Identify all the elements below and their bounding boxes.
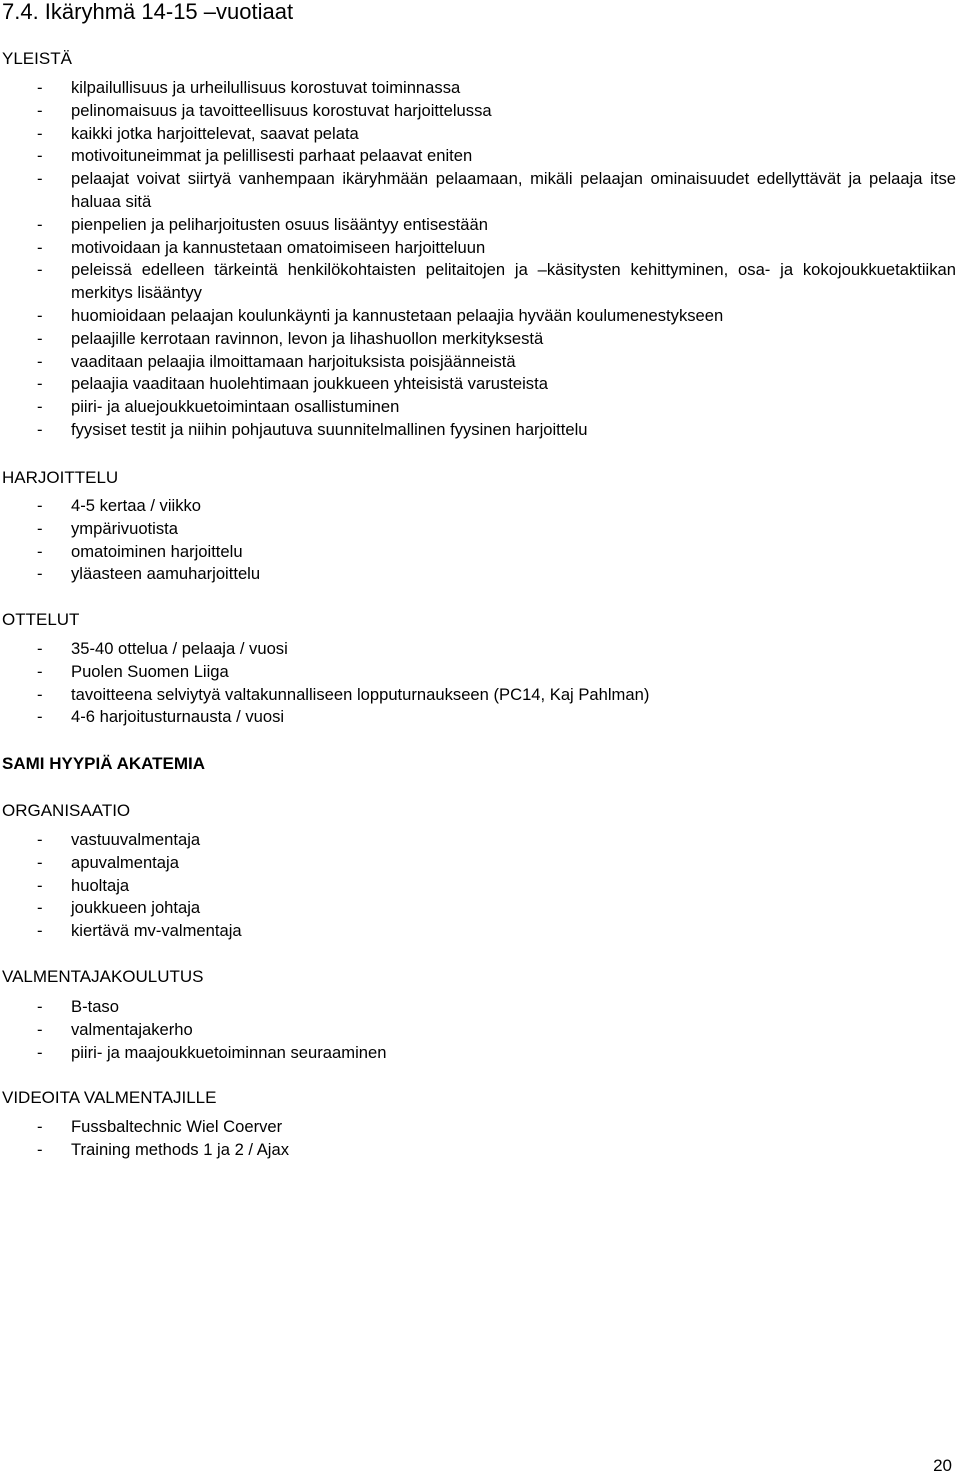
- list-item: [0, 373, 960, 396]
- dash-bullet: -: [37, 123, 43, 143]
- list-item-text: pelaajille kerrotaan ravinnon, levon ja lihashuollon merkityksestä: [71, 328, 544, 348]
- list-item-text: piiri- ja aluejoukkuetoimintaan osallistuminen: [71, 397, 400, 417]
- dash-bullet: -: [37, 351, 43, 371]
- list-item-text: kaikki jotka harjoittelevat, saavat pelata: [71, 123, 359, 143]
- section-heading-akatemia: SAMI HYYPIÄ AKATEMIA: [2, 754, 206, 773]
- list-item: [0, 996, 960, 1019]
- list-item-text: vaaditaan pelaajia ilmoittamaan harjoituksista poisjäänneistä: [71, 351, 516, 371]
- dash-bullet: -: [37, 875, 43, 895]
- section-heading-ottelut: OTTELUT: [2, 610, 80, 629]
- list-item: [0, 563, 960, 586]
- list-item-text: huoltaja: [71, 875, 130, 895]
- dash-bullet: -: [37, 1139, 43, 1159]
- section-heading-harjoittelu: HARJOITTELU: [2, 468, 119, 487]
- dash-bullet: -: [37, 419, 43, 439]
- list-item-text: Training methods 1 ja 2 / Ajax: [71, 1139, 289, 1159]
- list-item-text: 4-5 kertaa / viikko: [71, 496, 202, 515]
- list-item-text: pelinomaisuus ja tavoitteellisuus korostuvat harjoittelussa: [71, 100, 492, 120]
- yleista-list: [0, 77, 960, 442]
- list-item-text: tavoitteena selviytyä valtakunnalliseen lopputurnaukseen (PC14, Kaj Pahlman): [71, 684, 650, 704]
- dash-bullet: -: [37, 305, 43, 325]
- list-item: [0, 1116, 960, 1139]
- list-item-text: piiri- ja maajoukkuetoiminnan seuraaminen: [71, 1042, 387, 1062]
- dash-bullet: -: [37, 1019, 43, 1039]
- dash-bullet: -: [37, 921, 43, 941]
- list-item-text: Fussbaltechnic Wiel Coerver: [71, 1117, 283, 1136]
- list-item: [0, 875, 960, 898]
- list-item: [0, 706, 960, 729]
- list-item-text: 35-40 ottelua / pelaaja / vuosi: [71, 639, 288, 658]
- dash-bullet: -: [37, 496, 43, 515]
- list-item: [0, 897, 960, 920]
- dash-bullet: -: [37, 898, 43, 918]
- list-item-text: peleissä edelleen tärkeintä henkilökohtaisten pelitaitojen ja –käsitysten kehittyminen, osa- ja kokojoukkuetaktiikan merkitys lisääntyy: [71, 260, 956, 303]
- list-item: [0, 351, 960, 374]
- section-heading-yleista: YLEISTÄ: [2, 49, 72, 68]
- list-item: [0, 259, 956, 305]
- dash-bullet: -: [37, 639, 43, 658]
- list-item: [0, 328, 960, 351]
- ottelut-list: [0, 638, 960, 729]
- dash-bullet: -: [37, 260, 43, 280]
- list-item: [0, 1042, 960, 1065]
- list-item: [0, 541, 960, 564]
- page-title: 7.4. Ikäryhmä 14-15 –vuotiaat: [2, 0, 294, 24]
- dash-bullet: -: [37, 397, 43, 417]
- dash-bullet: -: [37, 374, 43, 394]
- list-item-text: pienpelien ja peliharjoitusten osuus lisääntyy entisestään: [71, 214, 488, 234]
- list-item-text: vastuuvalmentaja: [71, 830, 201, 849]
- list-item: [0, 1139, 960, 1162]
- dash-bullet: -: [37, 684, 43, 704]
- list-item-text: yläasteen aamuharjoittelu: [71, 564, 261, 584]
- list-item: [0, 77, 960, 100]
- list-item-text: pelaajia vaaditaan huolehtimaan joukkueen yhteisistä varusteista: [71, 374, 548, 394]
- dash-bullet: -: [37, 237, 43, 257]
- dash-bullet: -: [37, 78, 43, 97]
- list-item-text: valmentajakerho: [71, 1019, 193, 1039]
- dash-bullet: -: [37, 661, 43, 681]
- organisaatio-list: [0, 829, 960, 943]
- list-item-text: Puolen Suomen Liiga: [71, 661, 229, 681]
- dash-bullet: -: [37, 169, 43, 189]
- list-item: [0, 123, 960, 146]
- list-item: [0, 495, 960, 518]
- list-item-text: ympärivuotista: [71, 518, 178, 538]
- dash-bullet: -: [37, 100, 43, 120]
- list-item: [0, 852, 960, 875]
- list-item: [0, 638, 960, 661]
- list-item: [0, 214, 960, 237]
- list-item: [0, 100, 960, 123]
- list-item: [0, 305, 960, 328]
- list-item-text: B-taso: [71, 997, 119, 1016]
- list-item-text: huomioidaan pelaajan koulunkäynti ja kannustetaan pelaajia hyvään koulumenestykseen: [71, 305, 724, 325]
- videoita-list: [0, 1116, 960, 1162]
- page-number: 20: [933, 1456, 952, 1475]
- dash-bullet: -: [37, 328, 43, 348]
- dash-bullet: -: [37, 997, 43, 1016]
- list-item-text: motivoituneimmat ja pelillisesti parhaat pelaavat eniten: [71, 146, 473, 166]
- list-item: [0, 684, 960, 707]
- list-item-text: pelaajat voivat siirtyä vanhempaan ikäryhmään pelaamaan, mikäli pelaajan ominaisuudet edellyttävät ja pelaaja itse haluaa sitä: [71, 169, 956, 211]
- list-item: [0, 419, 960, 442]
- list-item: [0, 829, 960, 852]
- section-heading-valmentajakoulutus: VALMENTAJAKOULUTUS: [2, 967, 204, 986]
- dash-bullet: -: [37, 541, 43, 561]
- list-item-text: omatoiminen harjoittelu: [71, 541, 243, 561]
- dash-bullet: -: [37, 214, 43, 234]
- dash-bullet: -: [37, 1042, 43, 1062]
- dash-bullet: -: [37, 564, 43, 584]
- section-heading-organisaatio: ORGANISAATIO: [2, 801, 131, 820]
- dash-bullet: -: [37, 830, 43, 849]
- list-item: [0, 237, 960, 260]
- section-heading-videoita: VIDEOITA VALMENTAJILLE: [2, 1088, 217, 1107]
- list-item-text: joukkueen johtaja: [71, 898, 201, 918]
- dash-bullet: -: [37, 518, 43, 538]
- list-item: [0, 145, 960, 168]
- harjoittelu-list: [0, 495, 960, 586]
- list-item: [0, 661, 960, 684]
- list-item-text: kilpailullisuus ja urheilullisuus korostuvat toiminnassa: [71, 78, 461, 97]
- dash-bullet: -: [37, 707, 43, 727]
- list-item: [0, 518, 960, 541]
- dash-bullet: -: [37, 852, 43, 872]
- list-item: [0, 920, 960, 943]
- dash-bullet: -: [37, 146, 43, 166]
- list-item: [0, 396, 960, 419]
- list-item-text: fyysiset testit ja niihin pohjautuva suunnitelmallinen fyysinen harjoittelu: [71, 419, 588, 439]
- list-item: [0, 168, 956, 214]
- list-item-text: motivoidaan ja kannustetaan omatoimiseen harjoitteluun: [71, 237, 486, 257]
- list-item-text: kiertävä mv-valmentaja: [71, 921, 242, 941]
- list-item-text: apuvalmentaja: [71, 852, 179, 872]
- valmentajakoulutus-list: [0, 996, 960, 1064]
- dash-bullet: -: [37, 1117, 43, 1136]
- list-item-text: 4-6 harjoitusturnausta / vuosi: [71, 707, 285, 727]
- list-item: [0, 1019, 960, 1042]
